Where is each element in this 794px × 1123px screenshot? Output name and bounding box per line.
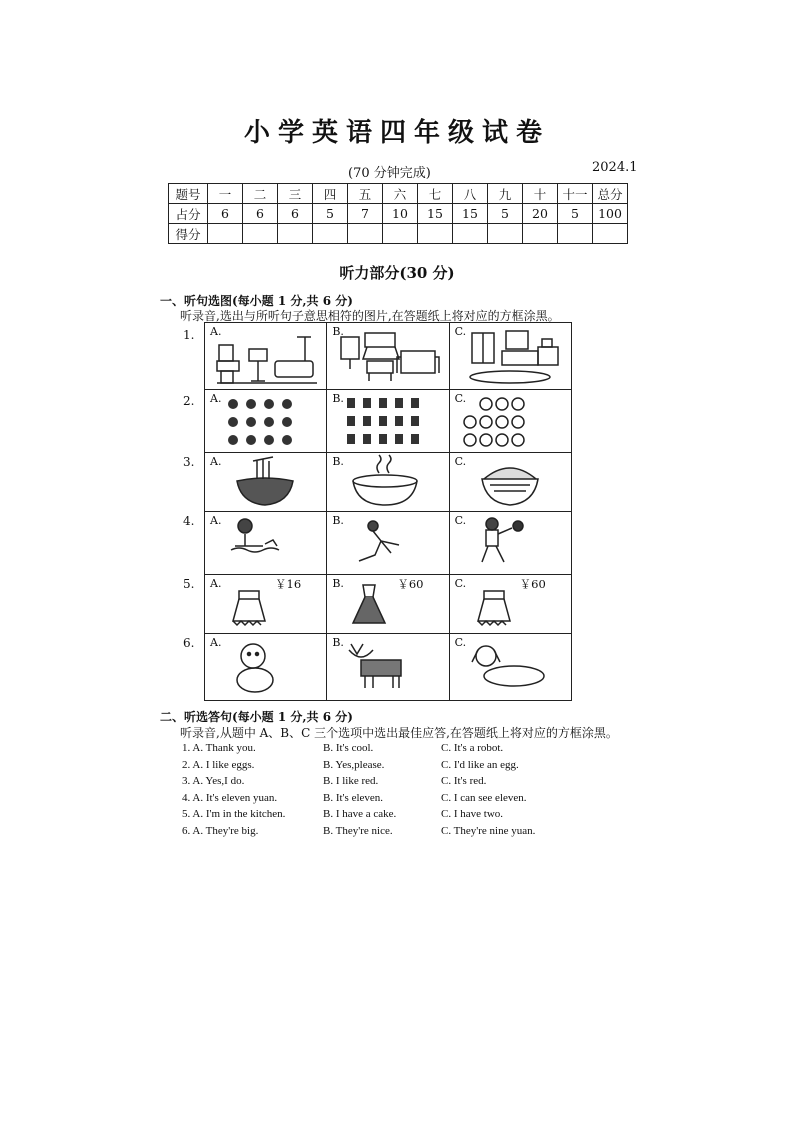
choice-c[interactable]: C. They're nine yuan.: [441, 825, 536, 837]
table-cell: 一: [208, 184, 243, 204]
question-number: 1.: [183, 328, 195, 342]
score-row-earned: [169, 224, 628, 244]
score-entry-cell[interactable]: [453, 224, 488, 244]
row-label: 得分: [169, 224, 208, 244]
score-entry-cell[interactable]: [523, 224, 558, 244]
option-label: C.: [454, 455, 467, 468]
option-cell[interactable]: [205, 512, 327, 574]
table-cell: 5: [558, 204, 593, 224]
option-cell[interactable]: [327, 512, 449, 574]
choice-a[interactable]: 5. A. I'm in the kitchen.: [182, 808, 286, 820]
option-cell[interactable]: [450, 512, 571, 574]
option-cell[interactable]: [327, 453, 449, 511]
picture-row: [205, 390, 571, 453]
clothing-icons-picture: [327, 390, 448, 452]
score-entry-cell[interactable]: [488, 224, 523, 244]
table-cell: 九: [488, 184, 523, 204]
option-label: B.: [332, 392, 344, 405]
choice-c[interactable]: C. I can see eleven.: [441, 792, 527, 804]
choice-c[interactable]: C. It's a robot.: [441, 742, 504, 754]
jumping-picture: [327, 512, 448, 574]
choice-b[interactable]: B. It's eleven.: [323, 792, 384, 804]
question-number: 6.: [183, 636, 195, 650]
table-cell: 6: [278, 204, 313, 224]
part1-heading: 一、听句选图(每小题 1 分,共 6 分): [160, 294, 353, 308]
table-cell: 十一: [558, 184, 593, 204]
dress-picture: [327, 575, 448, 633]
table-cell: 15: [453, 204, 488, 224]
option-label: C.: [454, 577, 467, 590]
score-row-numbers: [169, 184, 628, 204]
part2-heading: 二、听选答句(每小题 1 分,共 6 分): [160, 710, 353, 724]
year-label: 2024.1: [592, 160, 638, 175]
picture-row: [205, 323, 571, 390]
question-number: 3.: [183, 455, 195, 469]
skirt-picture: [205, 575, 326, 633]
option-label: A.: [210, 325, 222, 338]
choice-c[interactable]: C. I have two.: [441, 808, 504, 820]
table-cell: 6: [243, 204, 278, 224]
score-entry-cell[interactable]: [208, 224, 243, 244]
option-label: A.: [210, 455, 222, 468]
choice-b[interactable]: B. I like red.: [323, 775, 379, 787]
score-row-points: [169, 204, 628, 224]
score-entry-cell[interactable]: [593, 224, 628, 244]
table-cell: 七: [418, 184, 453, 204]
choice-b[interactable]: B. I have a cake.: [323, 808, 397, 820]
table-cell: 总分: [593, 184, 628, 204]
swimming-picture: [205, 512, 326, 574]
option-label: A.: [210, 392, 222, 405]
table-cell: 四: [313, 184, 348, 204]
table-cell: 八: [453, 184, 488, 204]
option-cell[interactable]: [450, 453, 571, 511]
part2-instruction: 听录音,从题中 A、B、C 三个选项中选出最佳应答,在答题纸上将对应的方框涂黑。: [180, 726, 618, 740]
choice-a[interactable]: 2. A. I like eggs.: [182, 759, 255, 771]
picture-row: [205, 512, 571, 575]
option-label: C.: [454, 325, 467, 338]
choice-c[interactable]: C. I'd like an egg.: [441, 759, 519, 771]
option-cell[interactable]: [205, 453, 327, 511]
table-cell: 15: [418, 204, 453, 224]
option-label: A.: [210, 514, 222, 527]
choice-a[interactable]: 6. A. They're big.: [182, 825, 259, 837]
score-entry-cell[interactable]: [278, 224, 313, 244]
score-entry-cell[interactable]: [348, 224, 383, 244]
choice-a[interactable]: 4. A. It's eleven yuan.: [182, 792, 278, 804]
rice-bowl-picture: [450, 453, 571, 511]
table-cell: 五: [348, 184, 383, 204]
picture-row: [205, 634, 571, 700]
choice-b[interactable]: B. It's cool.: [323, 742, 374, 754]
option-cell[interactable]: [327, 323, 449, 389]
row-label: 占分: [169, 204, 208, 224]
food-plates-picture: [450, 390, 571, 452]
playing-ball-picture: [450, 512, 571, 574]
table-cell: 六: [383, 184, 418, 204]
part1-instruction: 听录音,选出与所听句子意思相符的图片,在答题纸上将对应的方框涂黑。: [180, 309, 560, 323]
option-cell[interactable]: [450, 634, 571, 700]
page-title: 小学英语四年级试卷: [243, 118, 550, 148]
table-cell: 十: [523, 184, 558, 204]
table-cell: 5: [488, 204, 523, 224]
table-cell: 三: [278, 184, 313, 204]
option-cell[interactable]: [450, 390, 571, 452]
soup-bowl-picture: [327, 453, 448, 511]
noodles-bowl-picture: [205, 453, 326, 511]
option-cell[interactable]: [327, 634, 449, 700]
picture-options-grid: [204, 322, 572, 701]
question-number: 4.: [183, 514, 195, 528]
option-cell[interactable]: [205, 390, 327, 452]
table-cell: 6: [208, 204, 243, 224]
price-tag: ￥16: [275, 577, 302, 591]
choice-a[interactable]: 3. A. Yes,I do.: [182, 775, 245, 787]
table-cell: 100: [593, 204, 628, 224]
choice-a[interactable]: 1. A. Thank you.: [182, 742, 256, 754]
picture-row: [205, 575, 571, 634]
option-label: B.: [332, 325, 344, 338]
row-label: 题号: [169, 184, 208, 204]
table-cell: 20: [523, 204, 558, 224]
fluffy-dog-picture: [205, 634, 326, 700]
option-cell[interactable]: [450, 323, 571, 389]
corgi-dog-picture: [327, 634, 448, 700]
score-entry-cell[interactable]: [418, 224, 453, 244]
question-number: 5.: [183, 577, 195, 591]
option-label: B.: [332, 577, 344, 590]
score-entry-cell[interactable]: [313, 224, 348, 244]
option-cell[interactable]: [205, 575, 327, 633]
table-cell: 10: [383, 204, 418, 224]
option-label: C.: [454, 514, 467, 527]
skirt-picture: [450, 575, 571, 633]
option-cell[interactable]: [327, 390, 449, 452]
option-cell[interactable]: [205, 634, 327, 700]
section-title: 听力部分(30 分): [339, 264, 455, 282]
picture-row: [205, 453, 571, 512]
table-cell: 二: [243, 184, 278, 204]
question-number: 2.: [183, 394, 195, 408]
option-label: B.: [332, 514, 344, 527]
choice-c[interactable]: C. It's red.: [441, 775, 487, 787]
choice-b[interactable]: B. Yes,please.: [323, 759, 385, 771]
price-tag: ￥60: [397, 577, 424, 591]
option-label: A.: [210, 577, 222, 590]
score-entry-cell[interactable]: [558, 224, 593, 244]
table-cell: 5: [313, 204, 348, 224]
option-cell[interactable]: [327, 575, 449, 633]
bathroom-picture: [205, 323, 326, 389]
fruit-icons-picture: [205, 390, 326, 452]
living-room-picture: [327, 323, 448, 389]
lying-dog-picture: [450, 634, 571, 700]
option-label: A.: [210, 636, 222, 649]
score-entry-cell[interactable]: [383, 224, 418, 244]
option-label: C.: [454, 392, 467, 405]
option-label: B.: [332, 636, 344, 649]
option-cell[interactable]: [450, 575, 571, 633]
choice-b[interactable]: B. They're nice.: [323, 825, 393, 837]
option-cell[interactable]: [205, 323, 327, 389]
score-table: [168, 183, 628, 244]
time-note: (70 分钟完成): [348, 166, 431, 181]
table-cell: 7: [348, 204, 383, 224]
option-label: C.: [454, 636, 467, 649]
bedroom-picture: [450, 323, 571, 389]
score-entry-cell[interactable]: [243, 224, 278, 244]
option-label: B.: [332, 455, 344, 468]
price-tag: ￥60: [519, 577, 546, 591]
